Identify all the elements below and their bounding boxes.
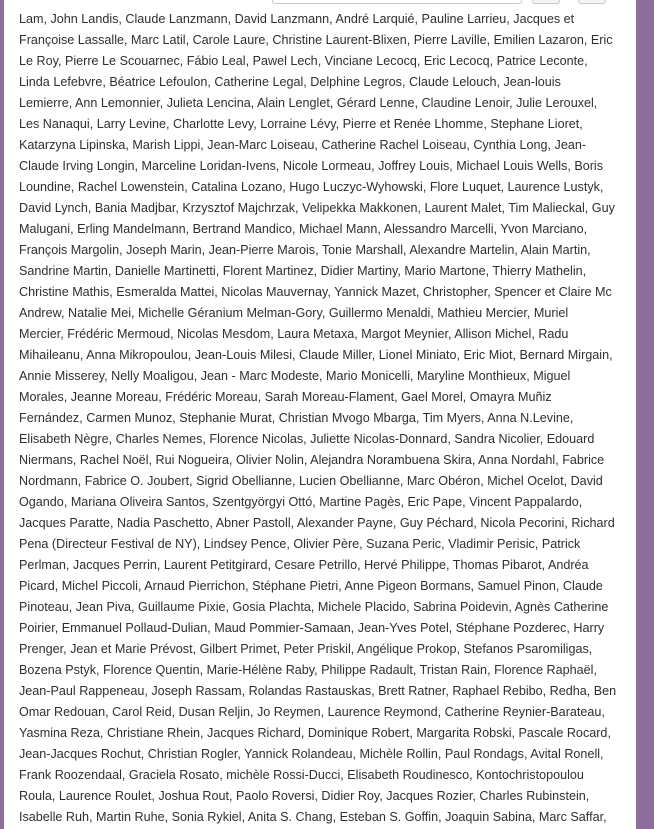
credits-line: Lam, John Landis, Claude Lanzmann, David Lanzmann, André Larquié, Pauline Larrieu, Jacques et	[19, 12, 575, 26]
credits-line: Ogando, Mariana Oliveira Santos, Szentgyörgyi Ottó, Martine Pagès, Eric Pape, Vincent Pappalardo,	[19, 495, 583, 509]
right-accent-border	[636, 0, 654, 829]
credits-line: Frank Roozendaal, Graciela Rosato, michèle Rossi-Ducci, Elisabeth Roudinesco, Kontochristopoulou	[19, 768, 584, 782]
credits-line: Jean-Jacques Rochut, Christian Rogler, Yannick Rolandeau, Michèle Rollin, Paul Rondags, Avital Ronell,	[19, 747, 604, 761]
credits-line: Omar Redouan, Carol Reid, Dusan Reljin, Jo Reymen, Laurence Reymond, Catherine Reynier-Barateau,	[19, 705, 605, 719]
credits-line: Mercier, Frédéric Mermoud, Nicolas Mesdom, Laura Metaxa, Margot Meynier, Allison Michel, Radu	[19, 327, 569, 341]
credits-line: Les Nanaqui, Larry Levine, Charlotte Levy, Lorraine Lévy, Pierre et Renée Lhomme, Stephane Lioret,	[19, 117, 583, 131]
credits-line: Nordmann, Fabrice O. Joubert, Sigrid Obellianne, Lucien Obellianne, Marc Obéron, Michel Ocelot, David	[19, 474, 603, 488]
credits-line: Malugani, Erling Mandelmann, Bertrand Mandico, Michael Mann, Alessandro Marcelli, Yvon Marciano,	[19, 222, 588, 236]
credits-line: Pinoteau, Jean Piva, Guillaume Pixie, Gosia Plachta, Michele Placido, Sabrina Poidevin, Agnès Catherine	[19, 600, 609, 614]
search-input[interactable]	[272, 0, 522, 4]
credits-line: Fernández, Carmen Munoz, Stephanie Murat, Christian Mvogo Mbarga, Tim Myers, Anna N.Levine,	[19, 411, 574, 425]
credits-line: David Lynch, Bania Madjbar, Krzysztof Majchrzak, Velipekka Makkonen, Laurent Malet, Tim Malieckal, Guy	[19, 201, 615, 215]
credits-line: Isabelle Ruh, Martin Ruhe, Sonia Rykiel, Anita S. Chang, Esteban S. Goffin, Joaquin Sabina, Marc Saffar,	[19, 810, 607, 824]
credits-line: Morales, Jeanne Moreau, Frédéric Moreau, Sarah Moreau-Flament, Gael Morel, Omayra Muñiz	[19, 390, 552, 404]
credits-line: Jacques Paratte, Nadia Paschetto, Abner Pastoll, Alexander Payne, Guy Péchard, Nicola Pecorini, Richard	[19, 516, 615, 530]
credits-line: Annie Misserey, Nelly Moaligou, Jean - Marc Modeste, Mario Monicelli, Maryline Monthieux, Miguel	[19, 369, 571, 383]
credits-line: Katarzyna Lipinska, Marish Lippi, Jean-Marc Loiseau, Catherine Rachel Loiseau, Cynthia Long, Jean-	[19, 138, 587, 152]
credits-line: Claude Irving Longin, Marceline Loridan-Ivens, Nicole Lormeau, Joffrey Louis, Michael Louis Wells, Boris	[19, 159, 604, 173]
credits-line: Elisabeth Nègre, Charles Nemes, Florence Nicolas, Juliette Nicolas-Donnard, Sandra Nicolier, Edouard	[19, 432, 595, 446]
credits-line: Roula, Laurence Roulet, Joshua Rout, Paolo Roversi, Didier Roy, Jacques Rozier, Charles Rubinstein,	[19, 789, 590, 803]
credits-line: Jean-Paul Rappeneau, Joseph Rassam, Rolandas Rastauskas, Brett Ratner, Raphael Rebibo, Redha, Ben	[19, 684, 617, 698]
credits-line: Loundine, Rachel Lowenstein, Catalina Lozano, Hugo Luczyc-Wyhowski, Flore Luquet, Laurence Lustyk,	[19, 180, 604, 194]
credits-line: Mihaileanu, Anna Mikropoulou, Jean-Louis Milesi, Claude Miller, Lionel Miniato, Eric Miot, Bernard Mirgain,	[19, 348, 613, 362]
credits-line: Niermans, Rachel Noël, Rui Nogueira, Olivier Nolin, Alejandra Norambuena Skira, Anna Nordahl, Fabrice	[19, 453, 605, 467]
credits-line: Françoise Lassalle, Marc Latil, Carole Laure, Christine Laurent-Blixen, Pierre Laville, Emilien Lazaron, Eric	[19, 33, 613, 47]
credits-line: Poirier, Emmanuel Pollaud-Dulian, Maud Pommier-Samaan, Jean-Yves Potel, Stéphane Pozderec, Harry	[19, 621, 605, 635]
credits-line: Perlman, Jacques Perrin, Laurent Petitgirard, Cesare Petrillo, Hervé Philippe, Thomas Pibarot, Andréa	[19, 558, 589, 572]
credits-line: Yasmina Reza, Christiane Rhein, Jacques Richard, Dominique Robert, Margarita Robski, Pascale Rocard,	[19, 726, 611, 740]
credits-line: Le Roy, Pierre Le Scouarnec, Fábio Leal, Pawel Lech, Vinciane Lecocq, Eric Lecocq, Patrice Leconte,	[19, 54, 588, 68]
credits-line: François Margolin, Joseph Marin, Jean-Pierre Marois, Tonie Marshall, Alexandre Martelin, Alain Martin,	[19, 243, 591, 257]
credits-line: Prenger, Jean et Marie Prévost, Gilbert Primet, Peter Priskil, Angélique Prokop, Stefanos Psaromiligas,	[19, 642, 593, 656]
credits-line: Linda Lefebvre, Béatrice Lefoulon, Catherine Legal, Delphine Legros, Claude Lelouch, Jean-louis	[19, 75, 561, 89]
top-toolbar	[0, 0, 654, 6]
credits-text	[19, 9, 619, 828]
credits-line: Christine Mathis, Esmeralda Mattei, Nicolas Mauvernay, Yannick Mazet, Christopher, Spencer et Claire Mc	[19, 285, 612, 299]
left-accent-border	[0, 0, 4, 829]
toolbar-button[interactable]	[578, 0, 606, 4]
toolbar-button[interactable]	[532, 0, 560, 4]
credits-line: Sandrine Martin, Danielle Martinetti, Florent Martinez, Didier Martiny, Mario Martone, Thierry Mathelin,	[19, 264, 587, 278]
credits-line: Lemierre, Ann Lemonnier, Julieta Lencina, Alain Lenglet, Gérard Lenne, Claudine Lenoir, Julie Lerouxel,	[19, 96, 598, 110]
credits-line: Andrew, Natalie Mei, Michelle Géranium Melman-Gory, Guillermo Menaldi, Mathieu Mercier, Muriel	[19, 306, 569, 320]
credits-line: Bozena Pstyk, Florence Quentin, Marie-Hélène Raby, Philippe Radault, Tristan Rain, Florence Raphaël,	[19, 663, 597, 677]
credits-line: Pena (Directeur Festival de NY), Lindsey Pence, Olivier Père, Suzana Peric, Vladimir Perisic, Patrick	[19, 537, 581, 551]
credits-line: Picard, Michel Piccoli, Arnaud Pierrichon, Stéphane Pietri, Anne Pigeon Bormans, Samuel Pinon, Claude	[19, 579, 603, 593]
